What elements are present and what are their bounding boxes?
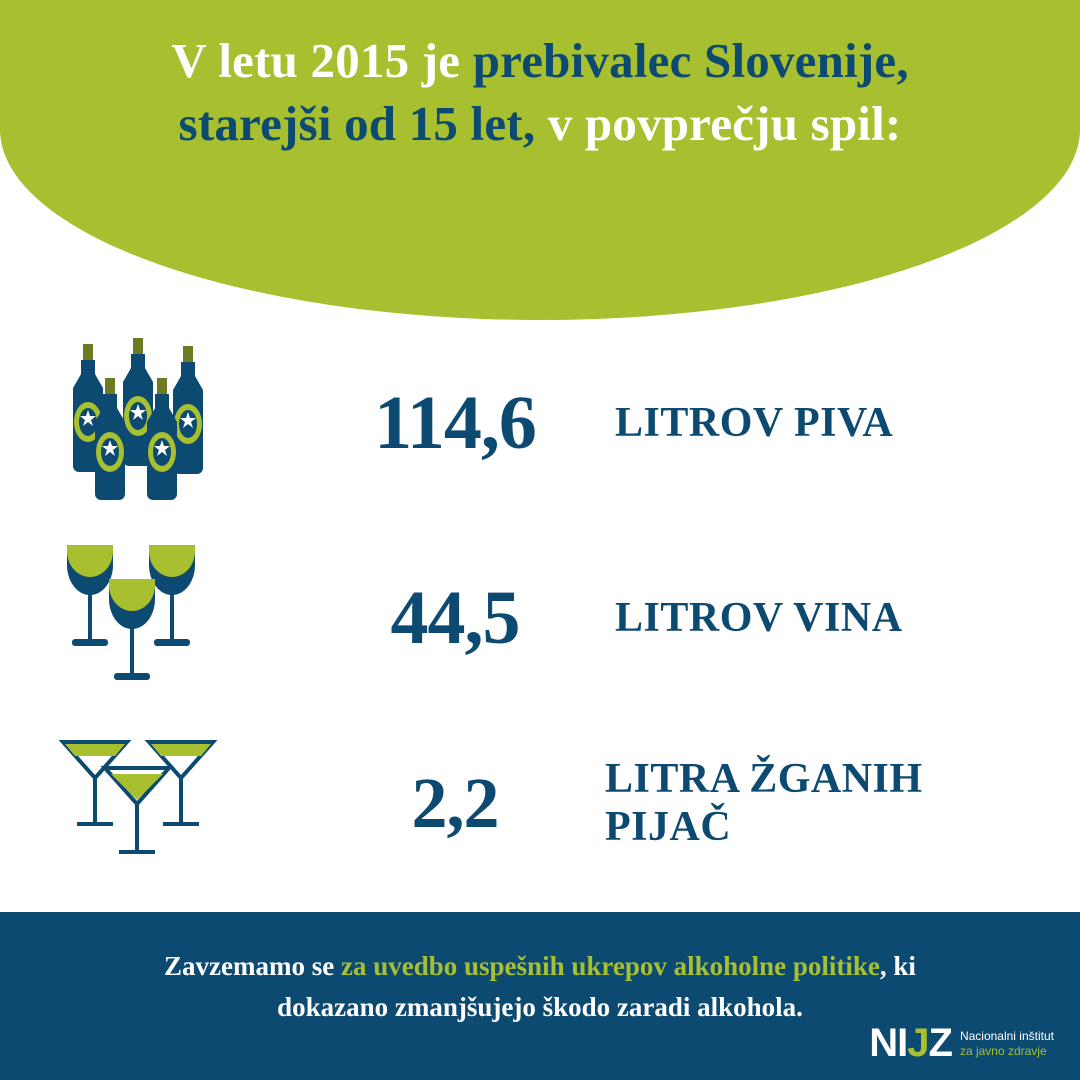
wine-glasses-icon	[53, 543, 253, 693]
nijz-logo-ni: NI	[869, 1021, 908, 1065]
nijz-logo	[869, 1021, 1054, 1066]
title-line-1-white: V letu 2015 je	[171, 33, 473, 88]
nijz-logo-subtitle-line-2: za javno zdravje	[959, 1043, 1047, 1058]
title-line-1-blue: prebivalec Slovenije,	[472, 33, 909, 88]
title-line-1	[40, 30, 1040, 93]
statistics-list	[0, 320, 1080, 910]
footer-message	[0, 946, 1080, 1027]
footer-message-line-1	[60, 946, 1020, 987]
title-line-2	[40, 93, 1040, 156]
stat-row-spirits	[0, 710, 1080, 895]
footer-text-b: , ki	[879, 951, 916, 981]
cocktail-glasses-icon	[53, 738, 253, 868]
footer-message-line-2: dokazano zmanjšujejo škodo zaradi alkohola.	[277, 991, 803, 1022]
stat-label-wine: LITROV VINA	[615, 594, 903, 641]
beer-bottles-icon-cell	[0, 330, 305, 515]
footer-text-highlight: za uvedbo uspešnih ukrepov alkoholne politike	[341, 951, 880, 981]
nijz-logo-mark	[869, 1021, 952, 1066]
title-line-2-blue: starejši od 15 let,	[178, 95, 536, 151]
stat-label-beer: LITROV PIVA	[615, 399, 894, 446]
cocktail-glasses-icon-cell	[0, 710, 305, 895]
stat-value-beer: 114,6	[374, 380, 536, 465]
stat-row-beer	[0, 330, 1080, 515]
footer-banner	[0, 912, 1080, 1080]
nijz-logo-j: J	[907, 1021, 929, 1065]
header-title-block	[0, 30, 1080, 155]
stat-value-spirits: 2,2	[411, 762, 499, 843]
nijz-logo-subtitle-line-1: Nacionalni inštitut	[959, 1028, 1054, 1043]
wine-glasses-icon-cell	[0, 525, 305, 710]
nijz-logo-z: Z	[928, 1021, 952, 1065]
nijz-logo-subtitle	[960, 1029, 1054, 1059]
header-banner	[0, 0, 1080, 320]
stat-row-wine	[0, 525, 1080, 710]
title-line-2-white: v povprečju spil:	[535, 95, 902, 151]
stat-value-wine: 44,5	[390, 575, 520, 660]
beer-bottles-icon	[53, 338, 253, 508]
footer-text-a: Zavzemamo se	[164, 951, 341, 981]
stat-label-spirits: LITRA ŽGANIH PIJAČ	[605, 755, 923, 850]
